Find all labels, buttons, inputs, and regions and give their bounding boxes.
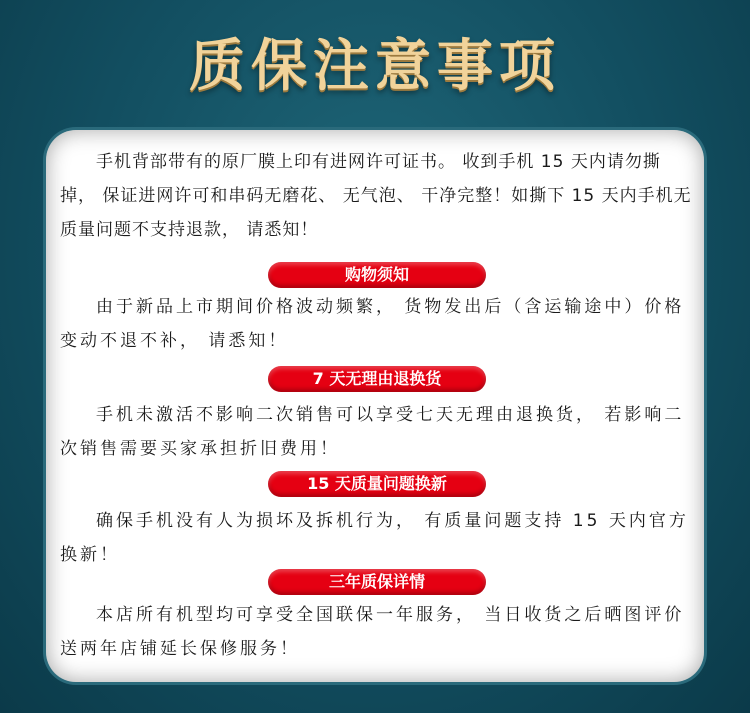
section-body-7day-return bbox=[60, 398, 692, 466]
intro-paragraph bbox=[60, 145, 692, 247]
section-heading-shopping-notice: 购物须知 bbox=[268, 262, 486, 288]
intro-text: 手机背部带有的原厂膜上印有进网许可证书。 收到手机 15 天内请勿撕掉， 保证进网许可和串码无磨花、 无气泡、 干净完整！如撕下 15 天内手机无质量问题不支持退款， 请悉知！ bbox=[60, 152, 692, 240]
page-title: 质保注意事项 bbox=[189, 33, 561, 99]
section-text: 由于新品上市期间价格波动频繁， 货物发出后（含运输途中）价格变动不退不补， 请悉知！ bbox=[60, 297, 685, 351]
section-text: 本店所有机型均可享受全国联保一年服务， 当日收货之后晒图评价送两年店铺延长保修服务！ bbox=[60, 605, 685, 659]
section-heading-15day-replacement: 15 天质量问题换新 bbox=[268, 471, 486, 497]
section-text: 手机未激活不影响二次销售可以享受七天无理由退换货， 若影响二次销售需要买家承担折旧费用！ bbox=[60, 405, 685, 459]
section-body-shopping-notice bbox=[60, 290, 692, 358]
section-heading-warranty: 三年质保详情 bbox=[268, 569, 486, 595]
section-body-15day-replacement bbox=[60, 504, 692, 572]
section-text: 确保手机没有人为损坏及拆机行为， 有质量问题支持 15 天内官方换新！ bbox=[60, 511, 689, 565]
info-card bbox=[46, 130, 704, 682]
section-body-warranty bbox=[60, 598, 692, 666]
section-heading-7day-return: 7 天无理由退换货 bbox=[268, 366, 486, 392]
